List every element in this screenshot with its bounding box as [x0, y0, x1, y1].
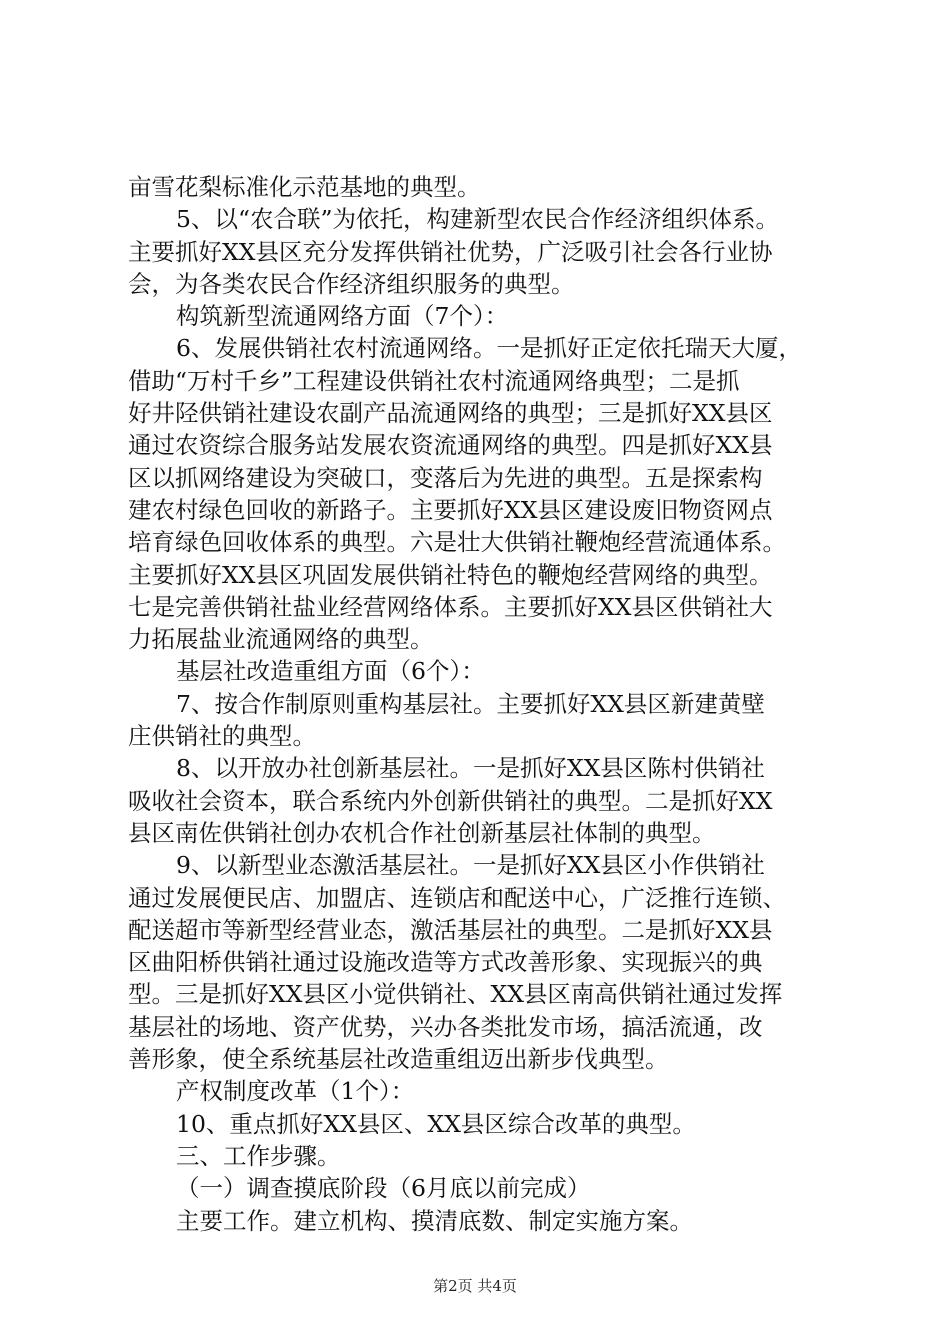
text-line: 吸收社会资本，联合系统内外创新供销社的典型。二是抓好XX: [128, 786, 773, 815]
text-line: 通过农资综合服务站发展农资流通网络的典型。四是抓好XX县: [128, 431, 773, 460]
text-line: 基层社的场地、资产优势，兴办各类批发市场，搞活流通，改: [128, 1012, 763, 1041]
text-line: 三、工作步骤。: [176, 1141, 341, 1170]
text-line: 9、以新型业态激活基层社。一是抓好XX县区小作供销社: [176, 851, 765, 880]
text-line: 配送超市等新型经营业态，激活基层社的典型。二是抓好XX县: [128, 915, 773, 944]
text-line: 力拓展盐业流通网络的典型。: [128, 625, 434, 654]
text-line: （一）调查摸底阶段（6月底以前完成）: [176, 1174, 591, 1203]
text-line: 构筑新型流通网络方面（7个）：: [176, 302, 509, 331]
text-line: 借助“万村千乡”工程建设供销社农村流通网络典型；二是抓: [128, 366, 740, 395]
text-line: 主要抓好XX县区充分发挥供销社优势，广泛吸引社会各行业协: [128, 237, 773, 266]
text-line: 主要工作。建立机构、摸清底数、制定实施方案。: [176, 1206, 693, 1235]
text-line: 建农村绿色回收的新路子。主要抓好XX县区建设废旧物资网点: [128, 495, 773, 524]
text-line: 5、以“农合联”为依托，构建新型农民合作经济组织体系。: [176, 205, 779, 234]
text-line: 主要抓好XX县区巩固发展供销社特色的鞭炮经营网络的典型。: [128, 560, 773, 589]
text-line: 基层社改造重组方面（6个）：: [176, 657, 485, 686]
text-line: 6、发展供销社农村流通网络。一是抓好正定依托瑞天大厦，: [176, 334, 802, 363]
text-line: 亩雪花梨标准化示范基地的典型。: [128, 173, 481, 201]
text-line: 产权制度改革（1个）：: [176, 1077, 415, 1106]
text-line: 7、按合作制原则重构基层社。主要抓好XX县区新建黄壁: [176, 689, 765, 718]
text-line: 会，为各类农民合作经济组织服务的典型。: [128, 269, 575, 298]
page-footer: 第2页 共4页: [433, 1277, 517, 1295]
text-line: 好井陉供销社建设农副产品流通网络的典型；三是抓好XX县区: [128, 399, 773, 428]
text-line: 通过发展便民店、加盟店、连锁店和配送中心，广泛推行连锁、: [128, 883, 786, 912]
document-body: [128, 171, 840, 1237]
text-line: 七是完善供销社盐业经营网络体系。主要抓好XX县区供销社大: [128, 592, 773, 621]
text-line: 善形象，使全系统基层社改造重组迈出新步伐典型。: [128, 1045, 669, 1074]
text-line: 型。三是抓好XX县区小觉供销社、XX县区南高供销社通过发挥: [128, 980, 783, 1009]
text-line: 培育绿色回收体系的典型。六是壮大供销社鞭炮经营流通体系。: [128, 528, 786, 557]
text-line: 庄供销社的典型。: [128, 722, 316, 751]
text-line: 区以抓网络建设为突破口，变落后为先进的典型。五是探索构: [128, 463, 763, 492]
text-line: 县区南佐供销社创办农机合作社创新基层社体制的典型。: [128, 818, 716, 847]
text-line: 区曲阳桥供销社通过设施改造等方式改善形象、实现振兴的典: [128, 948, 763, 977]
text-line: 10、重点抓好XX县区、XX县区综合改革的典型。: [176, 1109, 696, 1138]
text-line: 8、以开放办社创新基层社。一是抓好XX县区陈村供销社: [176, 754, 765, 783]
